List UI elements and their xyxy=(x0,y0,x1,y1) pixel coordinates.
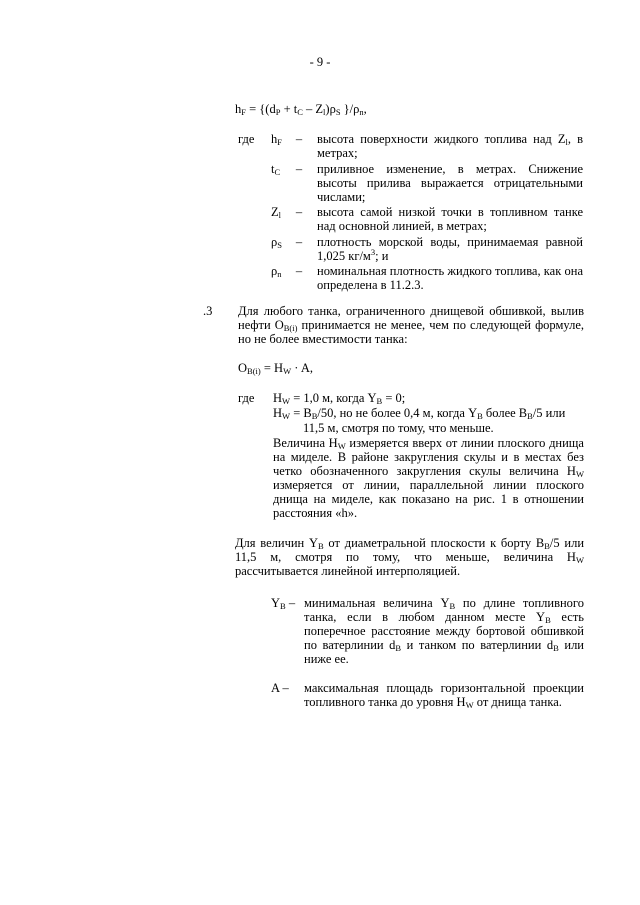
item-number: .3 xyxy=(203,304,213,318)
formula-sub: S xyxy=(335,107,341,117)
def-dash: – xyxy=(295,264,303,278)
formula-text: , xyxy=(363,102,367,116)
formula-text: = {(d xyxy=(245,102,276,116)
hw-line-2: $H_W = B_B/50$, но не более 0,4 м, когда $Y_B$ более $B_B/5$ или xyxy=(273,406,566,421)
def-dash: – xyxy=(295,132,303,146)
formula-text: – Z xyxy=(302,102,324,116)
formula-sub: n xyxy=(359,107,364,117)
def-symbol: $\rho_S$ xyxy=(271,235,282,250)
interpolation-paragraph: Для величин $Y_B$ от диаметральной плоскости к борту $B_B/5$ или 11,5 м, смотря по тому, что меньше, величина $H_W$ рассчитывается линейной интерполяцией. xyxy=(235,536,585,578)
def-dash: – xyxy=(295,162,303,176)
def-text: высота самой низкой точки в топливном танке над основной линией, в метрах; xyxy=(317,205,583,233)
a-symbol: A – xyxy=(271,681,289,695)
a-definition: максимальная площадь горизонтальной проекции топливного танка до уровня $H_W$ от днища танка. xyxy=(304,681,584,710)
yb-symbol: $Y_B$ – xyxy=(271,596,296,611)
formula-outflow: $O_{B(i)} = H_W \cdot A$, xyxy=(238,361,313,376)
def-text: плотность морской воды, принимаемая равной 1,025 $кг/м^3$; и xyxy=(317,235,583,263)
formula-sub: l xyxy=(323,107,326,117)
page-number: - 9 - xyxy=(309,55,331,69)
where-label: где xyxy=(238,391,255,405)
def-text: номинальная плотность жидкого топлива, как она определена в 11.2.3. xyxy=(317,264,583,292)
formula-text: h xyxy=(235,102,242,116)
def-text: приливное изменение, в метрах. Снижение высоты прилива выражается отрицательными числами; xyxy=(317,162,583,204)
where-label: где xyxy=(238,132,255,146)
item-paragraph: Для любого танка, ограниченного днищевой обшивкой, вылив нефти $O_{B(i)}$ принимается не менее, чем по следующей формуле, но не более вместимости танка: xyxy=(238,304,585,346)
hw-line-3: 11,5 м, смотря по тому, что меньше. xyxy=(303,421,494,435)
def-symbol: $Z_l$ xyxy=(271,205,282,220)
hw-paragraph: Величина $H_W$ измеряется вверх от линии плоского днища на миделе. В районе закругления скулы и в местах без четко обозначенного закругления скулы величина $H_W$ измеряется от линии, параллельной линии плоского днища на миделе, как показано на рис. 1 в отношении расстояния «h». xyxy=(273,436,584,520)
hw-line-1: $H_W = 1,0$ м, когда $Y_B = 0$; xyxy=(273,391,406,406)
formula-text: + t xyxy=(280,102,298,116)
formula-text: )ρ xyxy=(325,102,336,116)
def-symbol: $\rho_n$ xyxy=(271,264,282,279)
formula-text: }/ρ xyxy=(340,102,360,116)
def-text: высота поверхности жидкого топлива над $Z_l$, в метрах; xyxy=(317,132,583,160)
def-dash: – xyxy=(295,235,303,249)
formula-sub: C xyxy=(297,107,303,117)
formula-sub: P xyxy=(275,107,281,117)
def-dash: – xyxy=(295,205,303,219)
formula-sub: F xyxy=(241,107,246,117)
def-symbol: $t_C$ xyxy=(271,162,281,177)
yb-definition: минимальная величина $Y_B$ по длине топливного танка, если в любом данном месте $Y_B$ есть поперечное расстояние между бортовой обшивкой по ватерлинии $d_B$ и танком по ватерлинии $d_B$ или ниже ее. xyxy=(304,596,584,666)
def-symbol: $h_F$ xyxy=(271,132,282,147)
formula-fuel-height xyxy=(235,102,367,116)
